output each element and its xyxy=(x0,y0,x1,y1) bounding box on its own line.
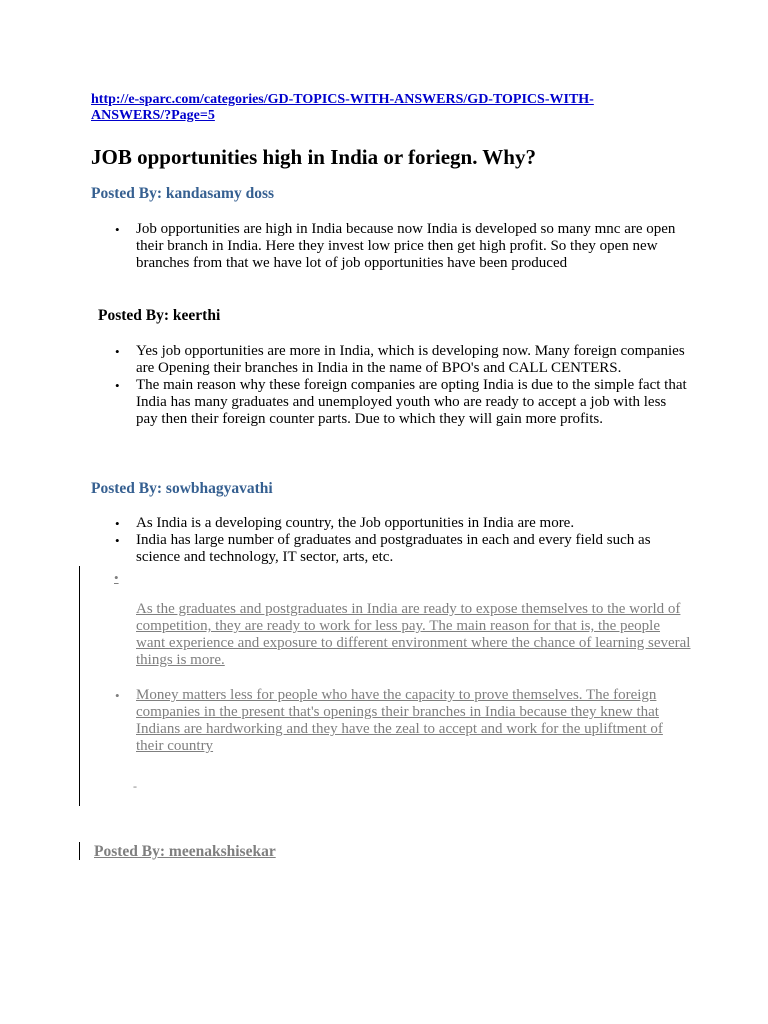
post-list-keerthi xyxy=(111,343,691,428)
track-change-bar xyxy=(79,566,80,806)
list-item xyxy=(111,377,691,428)
post-author-sowbhagyavathi: Posted By: sowbhagyavathi xyxy=(91,480,273,497)
list-item xyxy=(111,221,691,272)
post-list-sowbhagyavathi xyxy=(111,515,691,566)
list-item-text: The main reason why these foreign companies are opting India is due to the simple fact that India has many graduates and unemployed youth who are ready to accept a job with less pay then their foreign counter parts. Due to which they will gain more profits. xyxy=(136,377,687,427)
post-author-kandasamy: Posted By: kandasamy doss xyxy=(91,185,275,202)
list-item-text: Money matters less for people who have the capacity to prove themselves. The foreign companies in the present that's openings their branches in India because they knew that Indians are hardworking and they have the zeal to accept and work for the upliftment of their country xyxy=(136,687,663,754)
bullet-icon: • xyxy=(115,344,120,359)
bullet-icon: • xyxy=(115,222,120,237)
list-item xyxy=(111,343,691,377)
source-url-link[interactable]: http://e-sparc.com/categories/GD-TOPICS-WITH-ANSWERS/GD-TOPICS-WITH-ANSWERS/?Page=5 xyxy=(91,92,594,123)
post-list-tracked xyxy=(111,601,691,669)
list-item xyxy=(111,515,691,532)
list-item-text: As India is a developing country, the Job opportunities in India are more. xyxy=(136,515,575,531)
list-item-text: India has large number of graduates and postgraduates in each and every field such as science and technology, IT sector, arts, etc. xyxy=(136,532,651,565)
bullet-icon: • xyxy=(114,570,119,585)
bullet-icon: • xyxy=(115,516,120,531)
list-item xyxy=(111,601,691,669)
list-item-text: As the graduates and postgraduates in India are ready to expose themselves to the world of competition, they are ready to work for less pay. The main reason for that is, the people want experience and exposure to different environment where the chance of learning several things is more. xyxy=(136,601,691,668)
list-item xyxy=(111,532,691,566)
list-item-text: Job opportunities are high in India because now India is developed so many mnc are open their branch in India. Here they invest low price then get high profit. So they open new branches from that we have lot of job opportunities have been produced xyxy=(136,221,676,271)
trailing-mark: - xyxy=(133,779,137,793)
post-author-meenakshisekar: Posted By: meenakshisekar xyxy=(94,843,276,860)
bullet-icon: • xyxy=(115,378,120,393)
list-item xyxy=(111,687,691,755)
post-list-kandasamy xyxy=(111,221,691,272)
track-change-bar xyxy=(79,842,80,860)
page-title: JOB opportunities high in India or foriegn. Why? xyxy=(91,145,536,169)
bullet-icon: • xyxy=(115,688,120,703)
post-author-keerthi: Posted By: keerthi xyxy=(98,307,221,324)
post-list-tracked-2 xyxy=(111,687,691,755)
list-item-text: Yes job opportunities are more in India, which is developing now. Many foreign companies are Opening their branches in India in the name of BPO's and CALL CENTERS. xyxy=(136,343,685,376)
bullet-icon: • xyxy=(115,533,120,548)
